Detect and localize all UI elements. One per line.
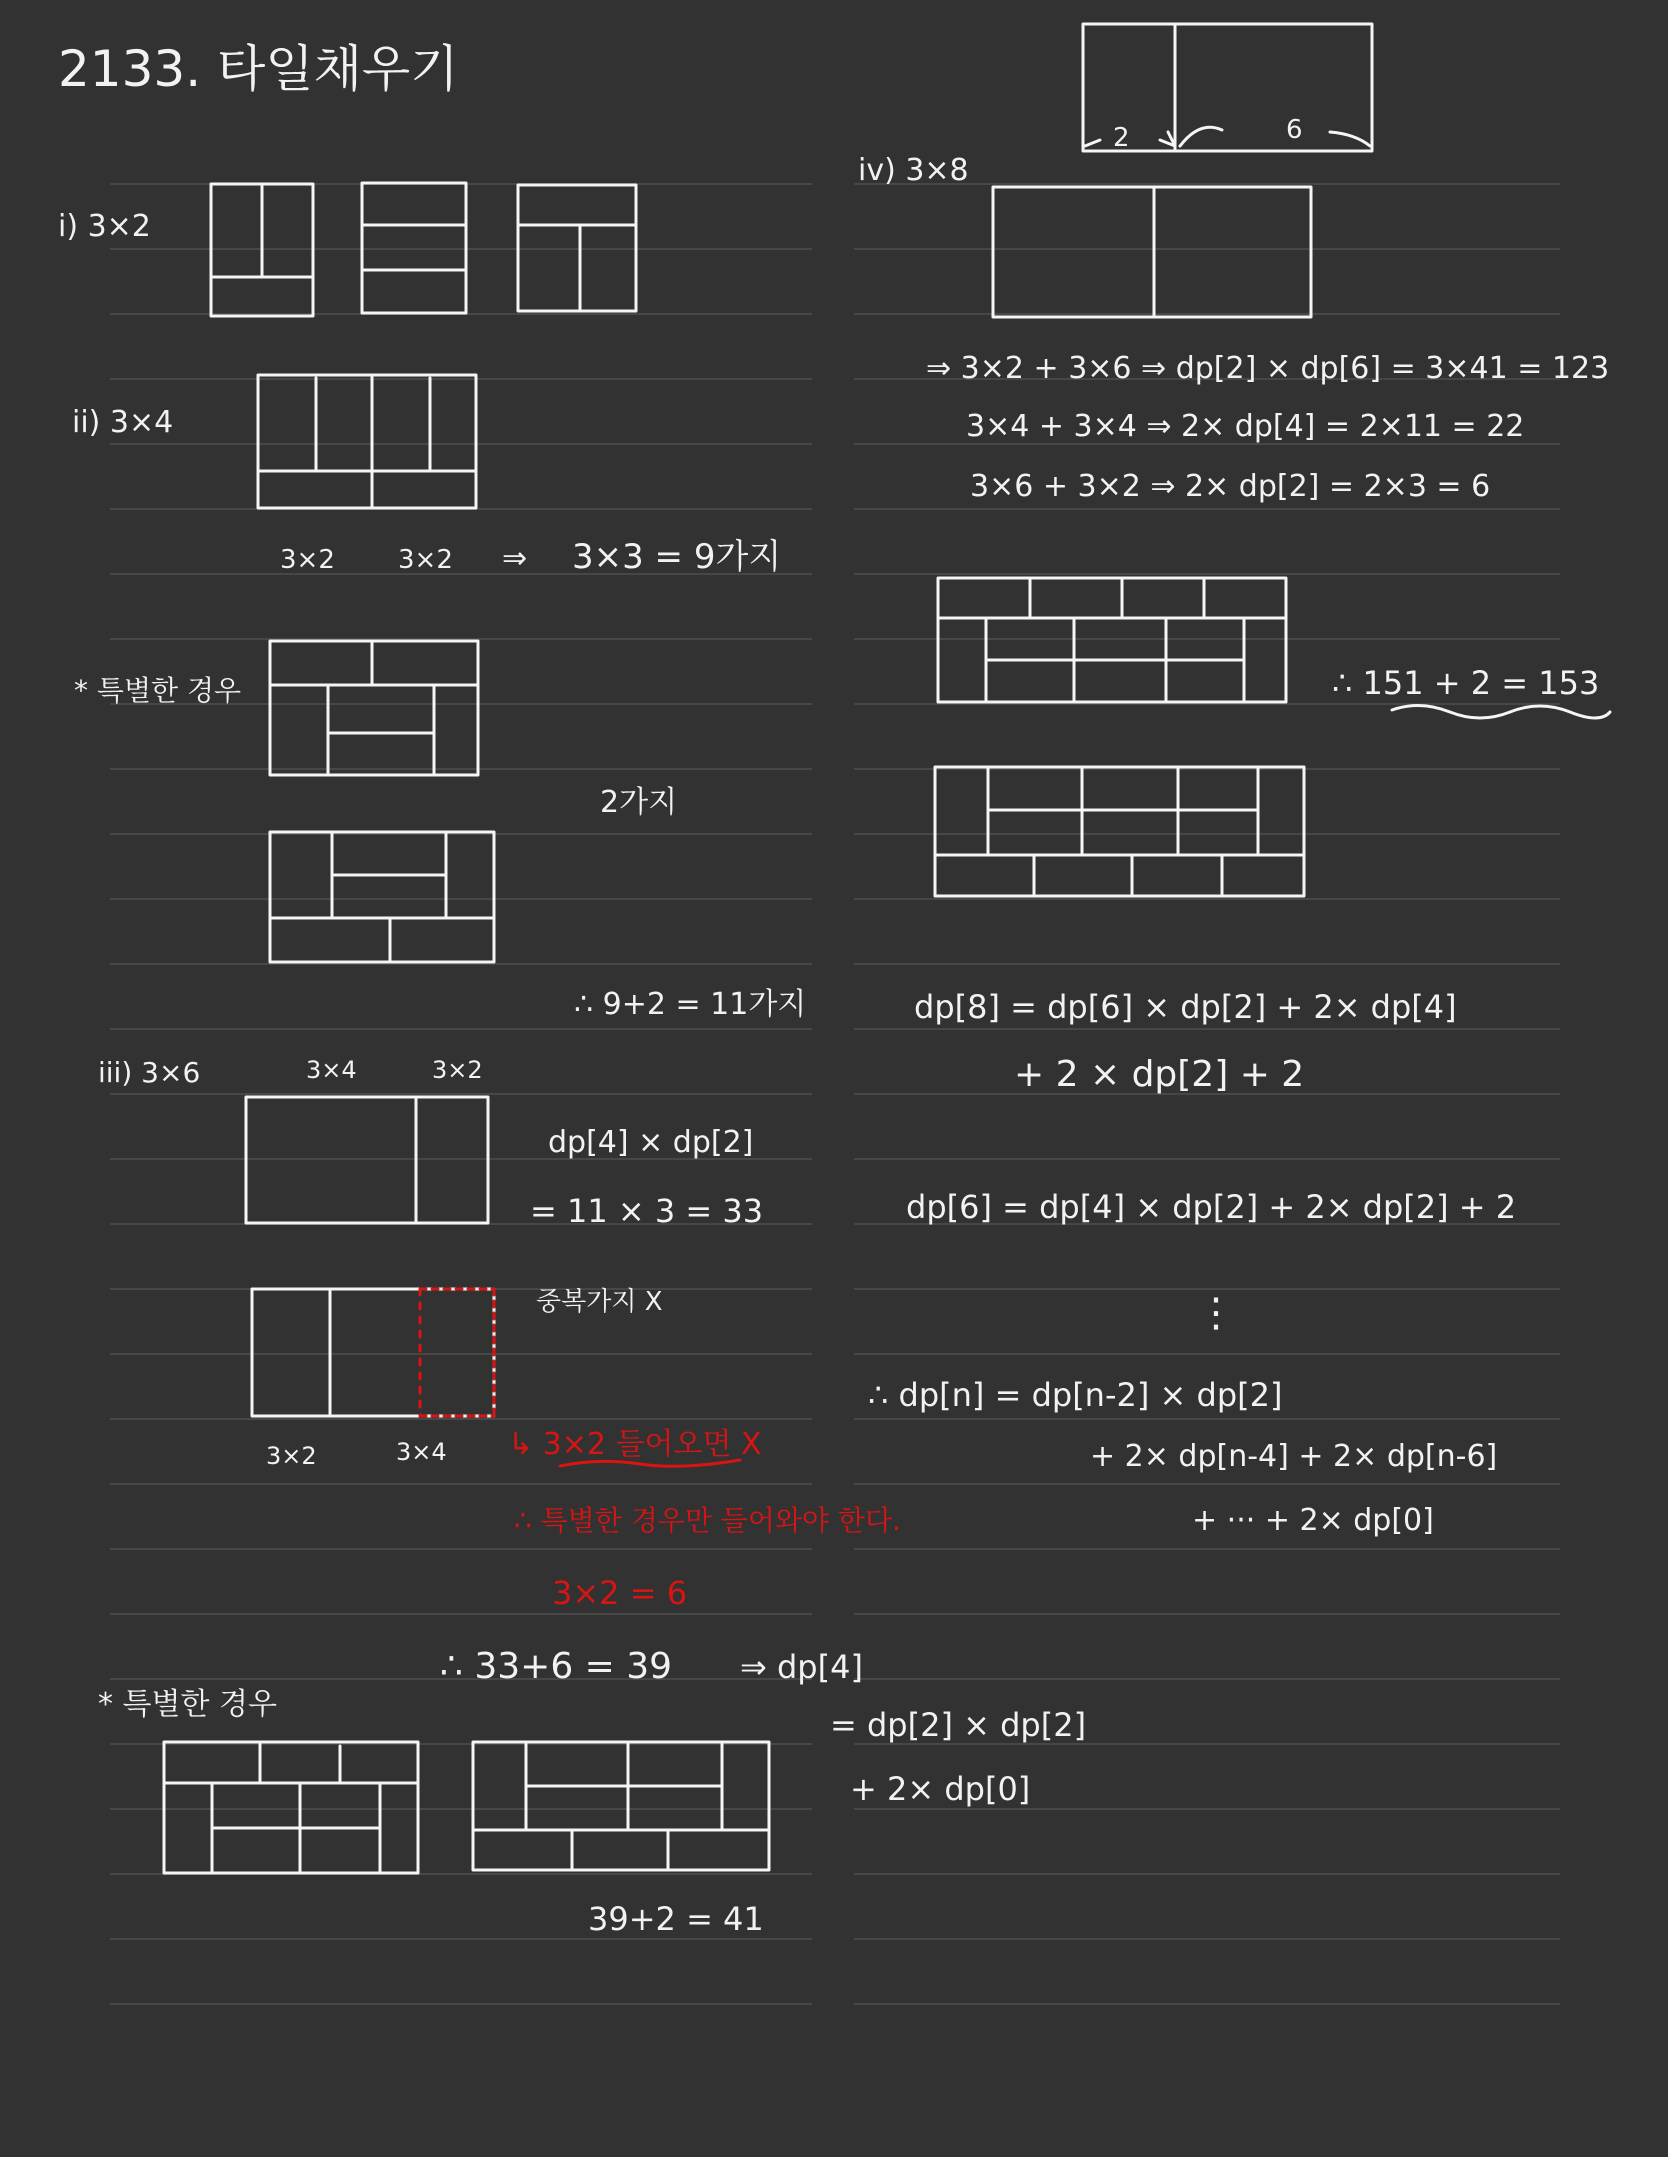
case4-top-right-label: 6 xyxy=(1286,115,1303,145)
case3-arrow-dp: ⇒ dp[4] xyxy=(740,1648,863,1686)
case4-tiling xyxy=(993,187,1311,317)
case4-line1: ⇒ 3×2 + 3×6 ⇒ dp[2] × dp[6] = 3×41 = 123 xyxy=(926,351,1610,386)
case3-special-tiling-a xyxy=(164,1742,418,1873)
case3-dp4-line2: + 2× dp[0] xyxy=(850,1770,1031,1808)
case3-bottom-left-label: 3×2 xyxy=(266,1442,317,1470)
case2-special-tiling-a xyxy=(270,641,478,775)
case1-tiling-b xyxy=(362,183,466,313)
case4-dpn-line2: + 2× dp[n-4] + 2× dp[n-6] xyxy=(1090,1439,1498,1474)
case1-tiling-c xyxy=(518,185,636,311)
case3-dp4-line1: = dp[2] × dp[2] xyxy=(830,1706,1087,1744)
case3-top-right-label: 3×2 xyxy=(432,1056,483,1084)
case3-special-total: 39+2 = 41 xyxy=(588,1900,764,1938)
case1-tiling-a xyxy=(211,184,313,316)
case2-special-count: 2가지 xyxy=(600,785,678,820)
case4-label: iv) 3×8 xyxy=(858,153,969,188)
sum-underline xyxy=(1392,705,1610,718)
case3-special-tiling-b xyxy=(473,1742,769,1870)
case3-formula-line1: dp[4] × dp[2] xyxy=(548,1125,754,1160)
case4-sum: ∴ 151 + 2 = 153 xyxy=(1332,664,1600,702)
case3-label: iii) 3×6 xyxy=(98,1056,201,1089)
case4-special-tiling-a xyxy=(938,578,1286,702)
case4-dpn-line3: + ··· + 2× dp[0] xyxy=(1192,1503,1434,1538)
case2-special-label: * 특별한 경우 xyxy=(74,674,242,707)
case3-tiling-a xyxy=(246,1097,488,1223)
case2-right-label: 3×2 xyxy=(398,545,453,575)
case2-label: ii) 3×4 xyxy=(72,405,174,440)
case2-total: ∴ 9+2 = 11가지 xyxy=(574,987,807,1022)
case3-red-note3: 3×2 = 6 xyxy=(552,1574,688,1612)
case2-arrow: ⇒ xyxy=(502,541,528,576)
case3-red-note2: ∴ 특별한 경우만 들어와야 한다. xyxy=(514,1504,901,1537)
case4-dp8-line1: dp[8] = dp[6] × dp[2] + 2× dp[4] xyxy=(914,988,1457,1026)
case2-result: 3×3 = 9가지 xyxy=(572,537,782,577)
case4-dp8-line2: + 2 × dp[2] + 2 xyxy=(1014,1054,1305,1095)
case2-tiling xyxy=(258,375,476,508)
case1-label: i) 3×2 xyxy=(58,209,151,244)
note-title: 2133. 타일채우기 xyxy=(58,40,459,98)
case3-dup-note: 중복가지 X xyxy=(536,1287,663,1317)
case2-special-tiling-b xyxy=(270,832,494,962)
case4-dp6-line: dp[6] = dp[4] × dp[2] + 2× dp[2] + 2 xyxy=(906,1188,1517,1226)
case4-vdots: ⋮ xyxy=(1196,1290,1236,1336)
case3-top-left-label: 3×4 xyxy=(306,1056,357,1084)
case3-formula-line2: = 11 × 3 = 33 xyxy=(530,1192,764,1230)
case3-total: ∴ 33+6 = 39 xyxy=(440,1646,673,1687)
case3-red-note1: ↳ 3×2 들어오면 X xyxy=(508,1427,762,1462)
case3-tiling-b xyxy=(252,1289,494,1416)
case4-dpn-line1: ∴ dp[n] = dp[n-2] × dp[2] xyxy=(868,1376,1283,1414)
case4-line2: 3×4 + 3×4 ⇒ 2× dp[4] = 2×11 = 22 xyxy=(966,409,1525,444)
case2-left-label: 3×2 xyxy=(280,545,335,575)
case4-special-tiling-b xyxy=(935,767,1304,896)
case3-special-label: * 특별한 경우 xyxy=(98,1687,277,1722)
case3-bottom-right-label: 3×4 xyxy=(396,1438,447,1466)
case4-line3: 3×6 + 3×2 ⇒ 2× dp[2] = 2×3 = 6 xyxy=(970,469,1491,504)
case4-top-left-label: 2 xyxy=(1113,123,1130,153)
